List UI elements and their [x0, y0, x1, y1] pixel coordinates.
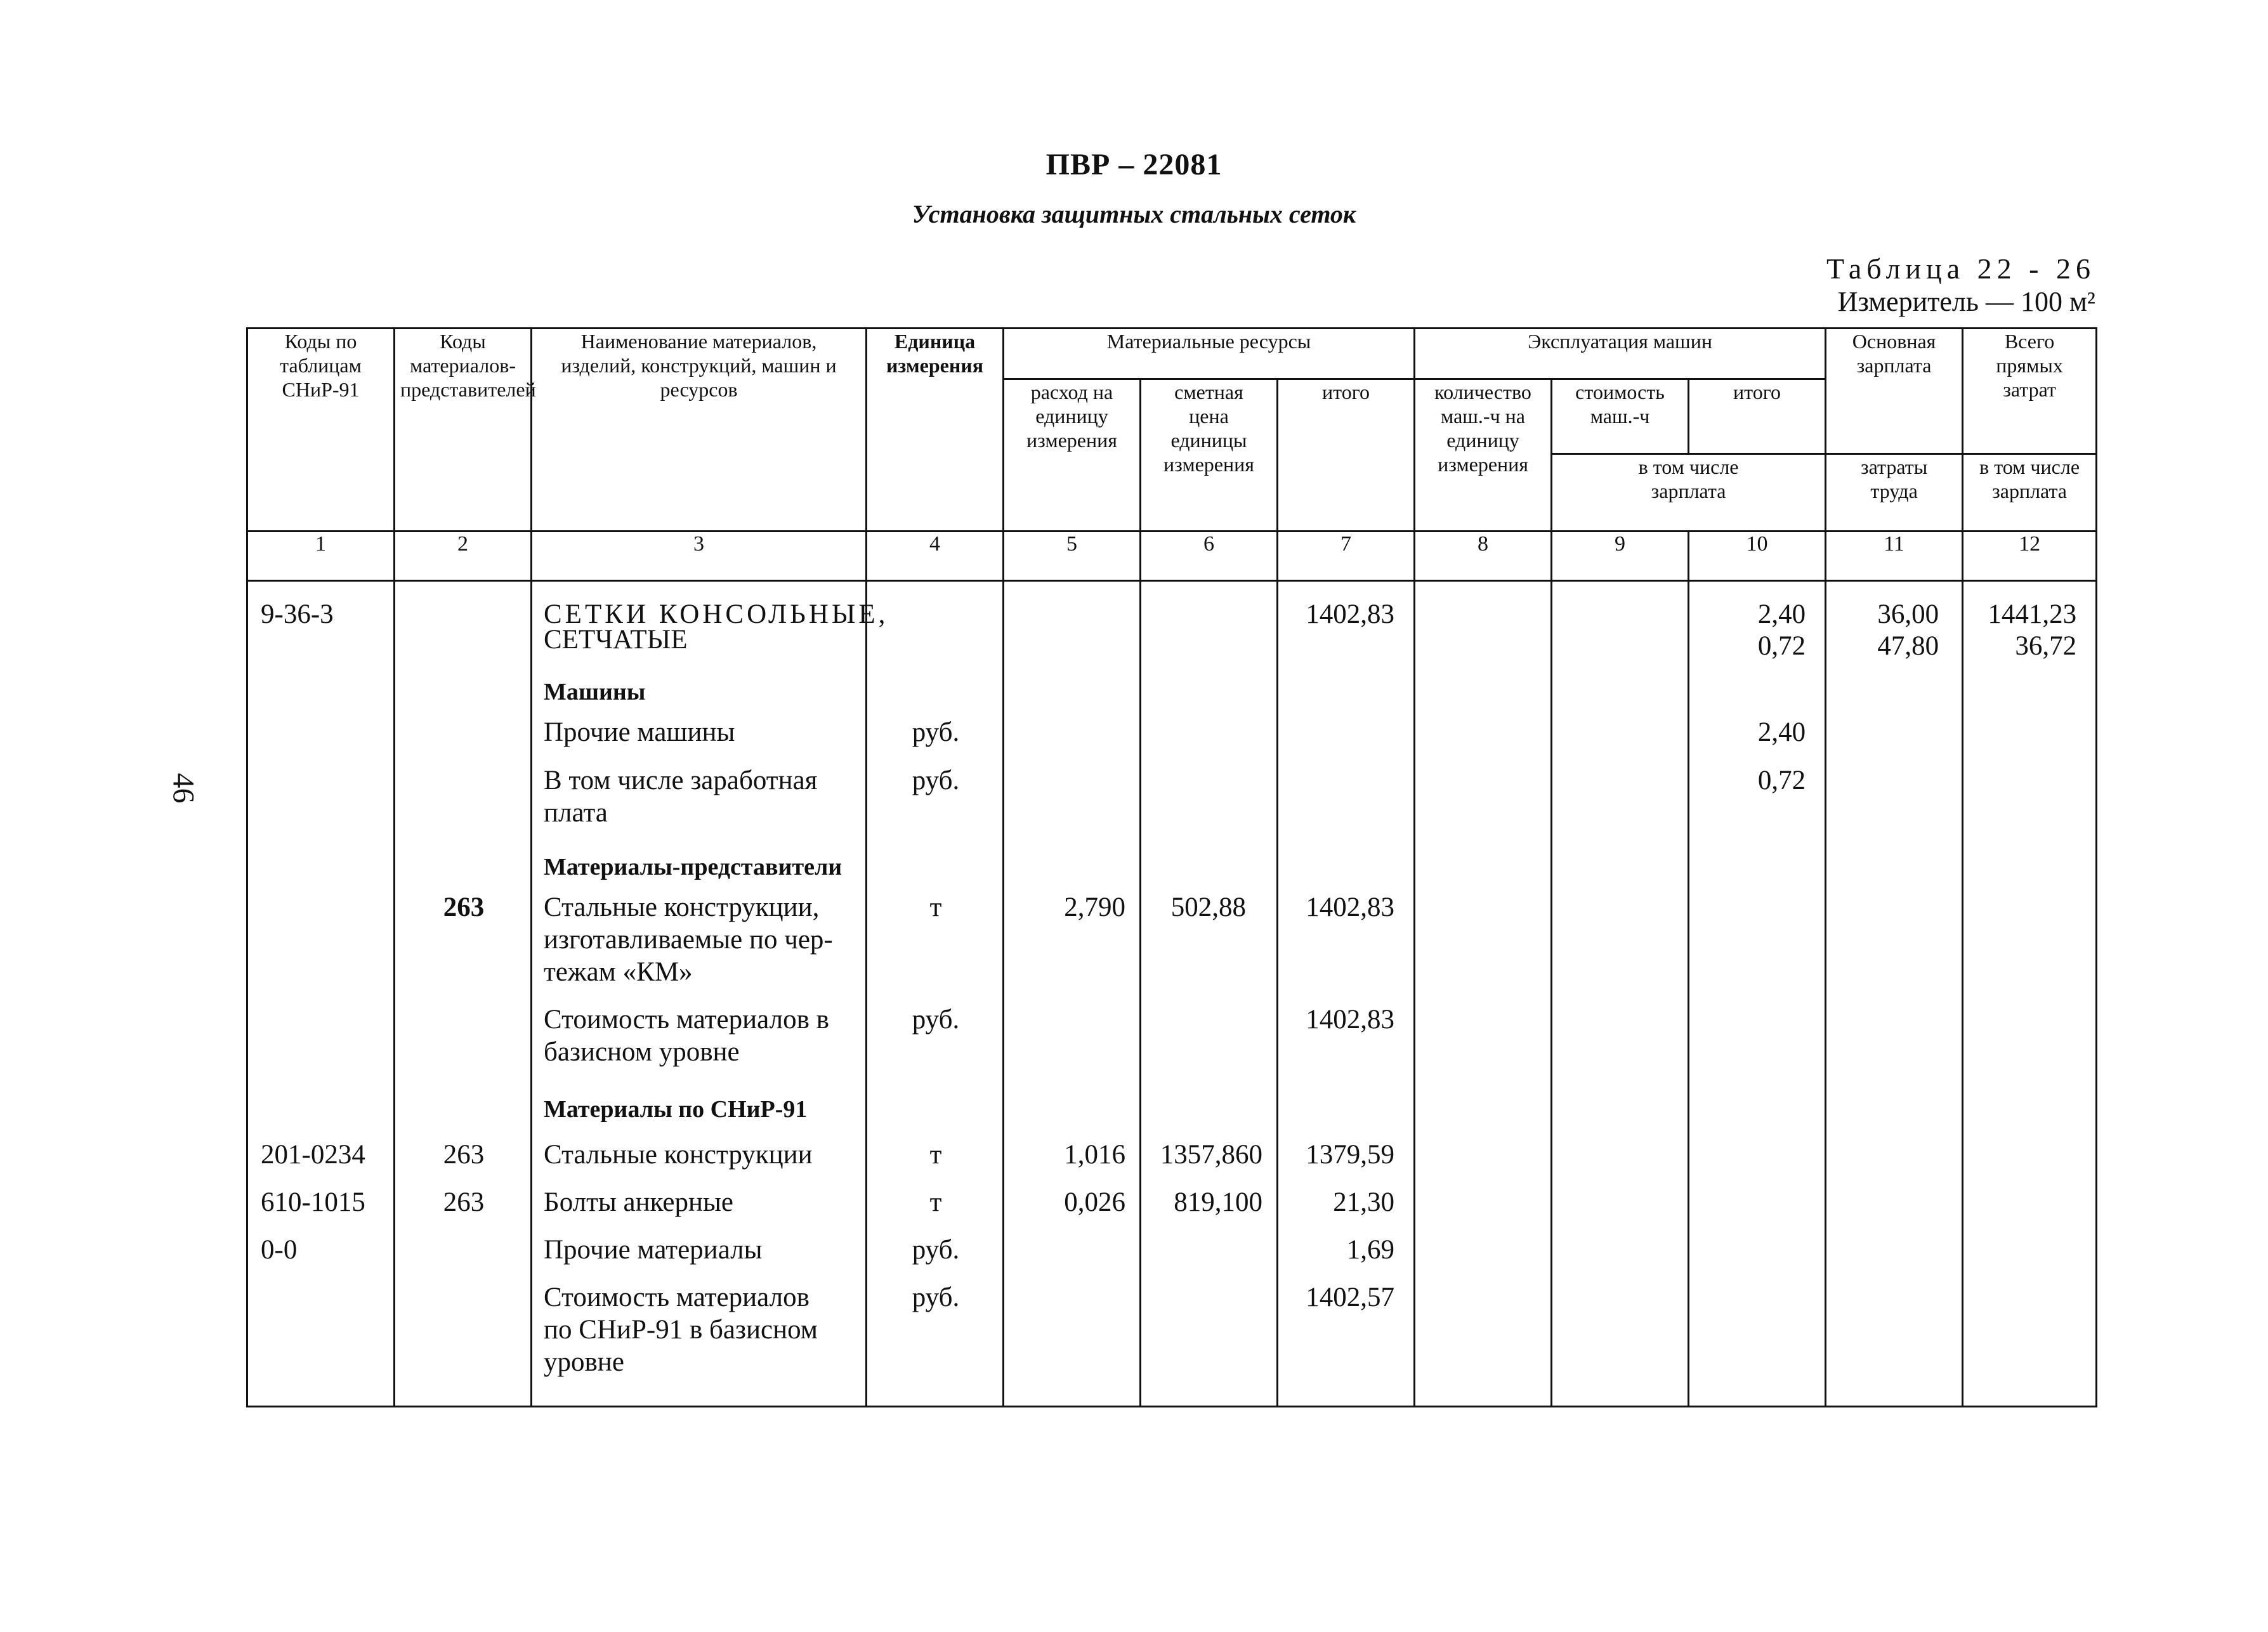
column-number: 11 [1826, 532, 1963, 581]
column-number: 1 [247, 532, 395, 581]
unit-cell: т [929, 1187, 942, 1217]
column-number: 7 [1278, 532, 1415, 581]
header-unit-price: сметная цена единицы измерения [1141, 379, 1278, 532]
unit-cell: т [929, 1140, 942, 1170]
measure-unit: Измеритель — 100 м² [1837, 286, 2095, 317]
header-machine-total: итого [1689, 379, 1826, 454]
body-codes-representatives [395, 581, 532, 1407]
value-cell: 1402,83 [1306, 1005, 1395, 1035]
page-number: 46 [166, 773, 200, 804]
value-cell: 47,80 [1877, 631, 1939, 661]
code-cell: 610-1015 [261, 1187, 365, 1217]
value-cell: 1,016 [1064, 1140, 1125, 1170]
header-direct-wage: в том числе зарплата [1963, 454, 2097, 532]
code-cell: 263 [443, 1140, 485, 1170]
header-main-wage: Основная зарплата [1826, 329, 1963, 454]
document-code: ПВР – 22081 [1046, 148, 1222, 181]
body-codes-snir [247, 581, 395, 1407]
body-main-wage [1826, 581, 1963, 1407]
name-line: базисном уровне [544, 1037, 740, 1067]
column-number: 5 [1004, 532, 1141, 581]
value-cell: 1402,83 [1306, 892, 1395, 922]
value-cell: 2,40 [1757, 599, 1806, 629]
header-consumption: расход на единицу измерения [1004, 379, 1141, 532]
code-cell: 9-36-3 [261, 599, 334, 629]
value-cell: 1,69 [1346, 1235, 1395, 1265]
header-labor-costs: затраты труда [1826, 454, 1963, 532]
name-line: Болты анкерные [544, 1187, 734, 1217]
value-cell: 21,30 [1333, 1187, 1395, 1217]
value-cell: 819,100 [1174, 1187, 1262, 1217]
column-number: 4 [867, 532, 1004, 581]
name-line: Стоимость материалов в [544, 1005, 829, 1035]
header-name: Наименование материалов, изделий, конструкций, машин и ресурсов [532, 329, 867, 532]
value-cell: 36,00 [1877, 599, 1939, 629]
value-cell: 36,72 [2015, 631, 2077, 661]
column-number: 3 [532, 532, 867, 581]
value-cell: 0,72 [1757, 766, 1806, 795]
column-number: 8 [1415, 532, 1552, 581]
header-total-direct: Всего прямых затрат [1963, 329, 2097, 454]
unit-cell: руб. [912, 1005, 960, 1035]
code-cell: 201-0234 [261, 1140, 365, 1170]
value-cell: 0,026 [1064, 1187, 1125, 1217]
header-material-total: итого [1278, 379, 1415, 532]
body-names [532, 581, 889, 1407]
code-cell: 0-0 [261, 1235, 298, 1265]
name-line: В том числе заработная [544, 766, 818, 795]
body-consumption [1004, 581, 1141, 1407]
body-machine-hours [1415, 581, 1552, 1407]
name-line: Прочие материалы [544, 1235, 763, 1265]
value-cell: 2,790 [1064, 892, 1125, 922]
unit-cell: руб. [912, 1283, 960, 1312]
column-number: 10 [1689, 532, 1826, 581]
code-cell: 263 [443, 1187, 485, 1217]
section-heading: Машины [544, 679, 646, 705]
header-codes-representatives: Коды материалов-представителей [395, 329, 532, 532]
name-line: Прочие машины [544, 717, 735, 747]
name-line: уровне [544, 1347, 624, 1377]
value-cell: 1441,23 [1988, 599, 2077, 629]
unit-cell: т [929, 892, 942, 922]
body-material-total [1278, 581, 1415, 1407]
column-number: 6 [1141, 532, 1278, 581]
value-cell: 1402,83 [1306, 599, 1395, 629]
resource-table [246, 327, 2097, 1407]
header-machine-hours: количество маш.-ч на единицу измерения [1415, 379, 1552, 532]
value-cell: 0,72 [1757, 631, 1806, 661]
header-machine-operation: Эксплуатация машин [1415, 329, 1826, 379]
body-machine-hour-cost [1552, 581, 1689, 1407]
name-line: плата [544, 798, 608, 828]
code-cell: 263 [443, 892, 485, 922]
column-number: 2 [395, 532, 532, 581]
value-cell: 502,88 [1170, 892, 1246, 922]
body-unit-price [1141, 581, 1278, 1407]
section-heading: Материалы-представители [544, 854, 842, 880]
body-units [867, 581, 1004, 1407]
header-codes-snir: Коды по таблицам СНиР-91 [247, 329, 395, 532]
header-unit: Единица измерения [867, 329, 1004, 532]
value-cell: 1402,57 [1306, 1283, 1395, 1312]
value-cell: 1357,860 [1160, 1140, 1262, 1170]
header-material-resources: Материальные ресурсы [1004, 329, 1415, 379]
column-number: 12 [1963, 532, 2097, 581]
value-cell: 2,40 [1757, 717, 1806, 747]
unit-cell: руб. [912, 1235, 960, 1265]
column-number: 9 [1552, 532, 1689, 581]
header-machine-wage: в том числе зарплата [1552, 454, 1826, 532]
document-title: Установка защитных стальных сеток [912, 200, 1356, 228]
name-line: СЕТЧАТЫЕ [544, 625, 688, 655]
name-line: тежам «КМ» [544, 957, 693, 987]
name-line: изготавливаемые по чер- [544, 925, 833, 955]
name-line: Стоимость материалов [544, 1283, 810, 1312]
body-total-direct [1963, 581, 2097, 1407]
value-cell: 1379,59 [1306, 1140, 1395, 1170]
unit-cell: руб. [912, 717, 960, 747]
header-machine-hour-cost: стоимость маш.-ч [1552, 379, 1689, 454]
section-heading: Материалы по СНиР-91 [544, 1096, 808, 1123]
name-line: по СНиР-91 в базисном [544, 1315, 818, 1345]
unit-cell: руб. [912, 766, 960, 795]
name-line: СЕТКИ КОНСОЛЬНЫЕ, [544, 599, 889, 629]
body-machine-total [1689, 581, 1826, 1407]
table-label: Таблица 22 - 26 [1826, 252, 2095, 285]
name-line: Стальные конструкции, [544, 892, 820, 922]
name-line: Стальные конструкции [544, 1140, 813, 1170]
